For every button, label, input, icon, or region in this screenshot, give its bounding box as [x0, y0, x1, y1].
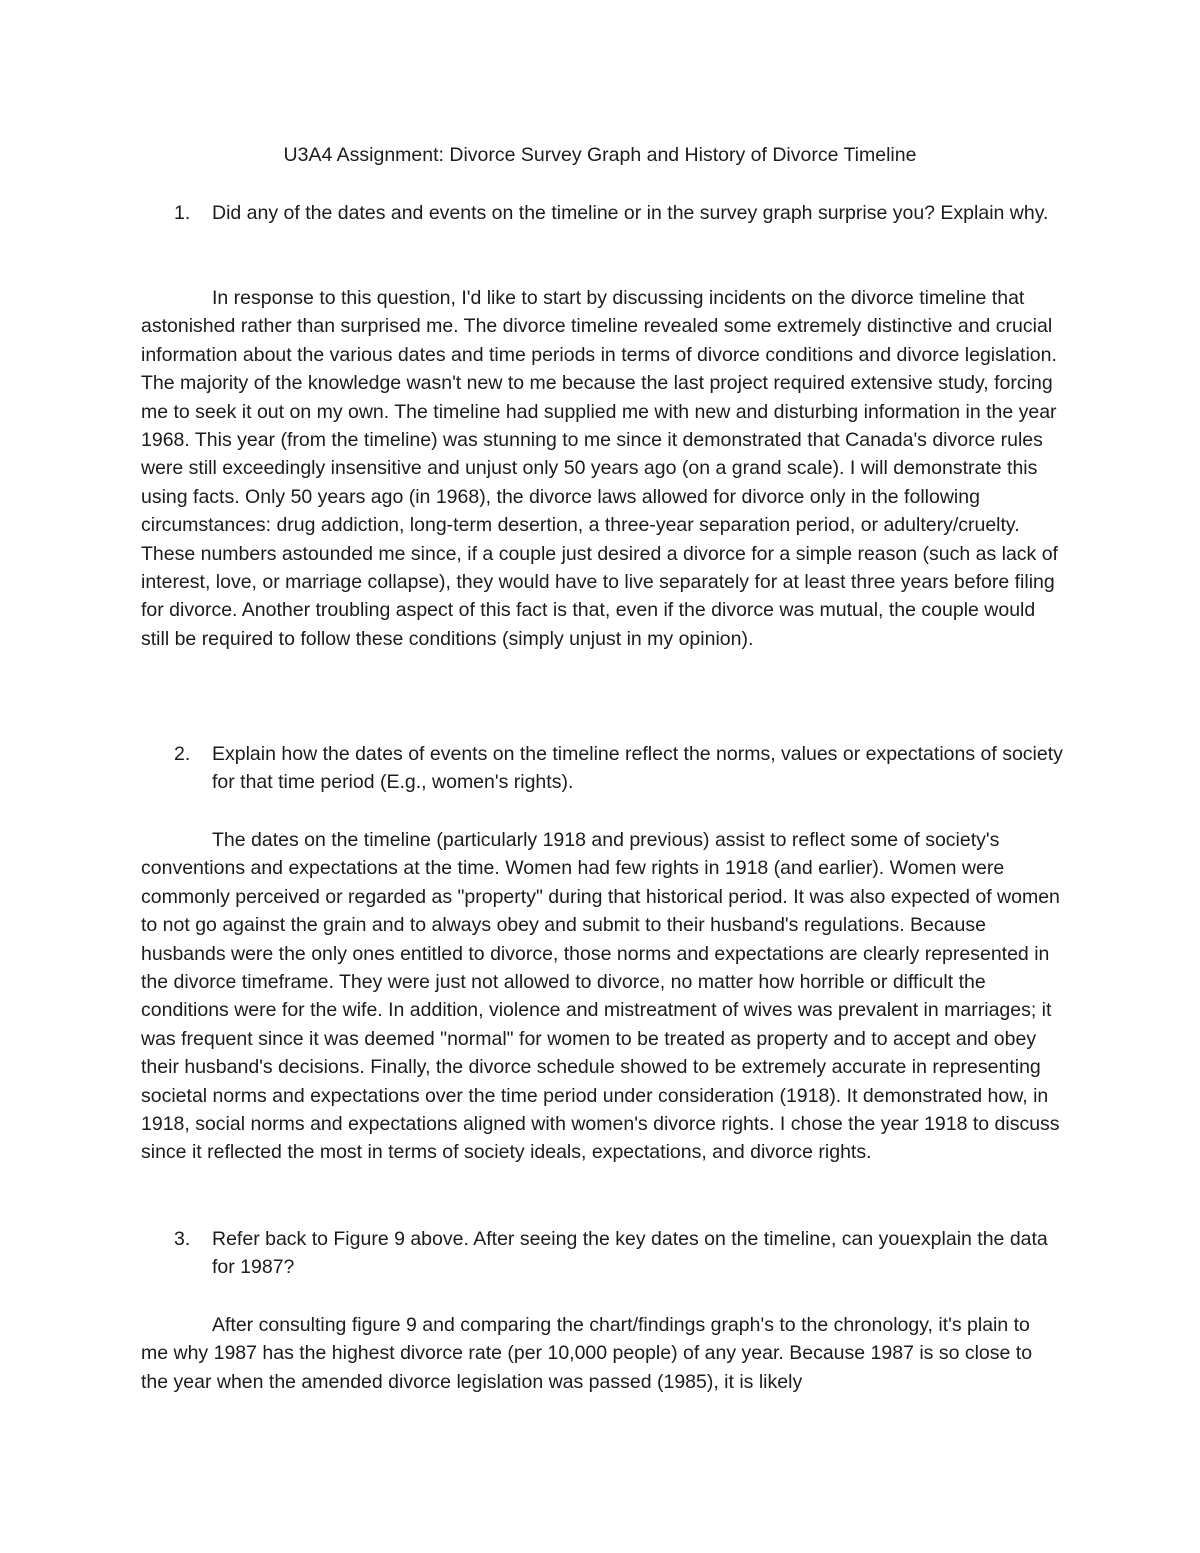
question-text: Did any of the dates and events on the timeline or in the survey graph surprise you? Explain why.	[212, 202, 1049, 224]
question-number: 2.	[174, 743, 191, 765]
answer-2: The dates on the timeline (particularly 1918 and previous) assist to reflect some of society's conventions and expectations at the time. Women had few rights in 1918 (and earlier). Women were commonly perceived or regarded as "property" during that historical period. It was also expected of women to not go against the grain and to always obey and submit to their husband's regulations. Because husbands were the only ones entitled to divorce, those norms and expectations are clearly represented in the divorce timeframe. They were just not allowed to divorce, no matter how horrible or difficult the conditions were for the wife. In addition, violence and mistreatment of wives was prevalent in marriages; it was frequent since it was deemed "normal" for women to be treated as property and to accept and obey their husband's decisions. Finally, the divorce schedule showed to be extremely accurate in representing societal norms and expectations over the time period under consideration (1918). It demonstrated how, in 1918, social norms and expectations aligned with women's divorce rights. I chose the year 1918 to discuss since it reflected the most in terms of society ideals, expectations, and divorce rights.	[141, 829, 1060, 1164]
question-number: 3.	[174, 1228, 191, 1250]
question-3	[174, 1225, 1072, 1282]
document-title: U3A4 Assignment: Divorce Survey Graph and History of Divorce Timeline	[283, 144, 917, 166]
answer-1: In response to this question, I'd like to start by discussing incidents on the divorce timeline that astonished rather than surprised me. The divorce timeline revealed some extremely distinctive and crucial information about the various dates and time periods in terms of divorce conditions and divorce legislation. The majority of the knowledge wasn't new to me because the last project required extensive study, forcing me to seek it out on my own. The timeline had supplied me with new and disturbing information in the year 1968. This year (from the timeline) was stunning to me since it demonstrated that Canada's divorce rules were still exceedingly insensitive and unjust only 50 years ago (on a grand scale). I will demonstrate this using facts. Only 50 years ago (in 1968), the divorce laws allowed for divorce only in the following circumstances: drug addiction, long-term desertion, a three-year separation period, or adultery/cruelty. These numbers astounded me since, if a couple just desired a divorce for a simple reason (such as lack of interest, love, or marriage collapse), they would have to live separately for at least three years before filing for divorce. Another troubling aspect of this fact is that, even if the divorce was mutual, the couple would still be required to follow these conditions (simply unjust in my opinion).	[141, 287, 1058, 650]
question-text: Refer back to Figure 9 above. After seeing the key dates on the timeline, can youexplain the data for 1987?	[212, 1228, 1048, 1279]
answer-3: After consulting figure 9 and comparing the chart/findings graph's to the chronology, it's plain to me why 1987 has the highest divorce rate (per 10,000 people) of any year. Because 1987 is so close to the year when the amended divorce legislation was passed (1985), it is likely	[141, 1314, 1033, 1393]
question-2	[174, 740, 1072, 797]
question-text: Explain how the dates of events on the timeline reflect the norms, values or expectations of society for that time period (E.g., women's rights).	[212, 743, 1063, 794]
question-1	[174, 199, 1072, 227]
question-number: 1.	[174, 202, 191, 224]
